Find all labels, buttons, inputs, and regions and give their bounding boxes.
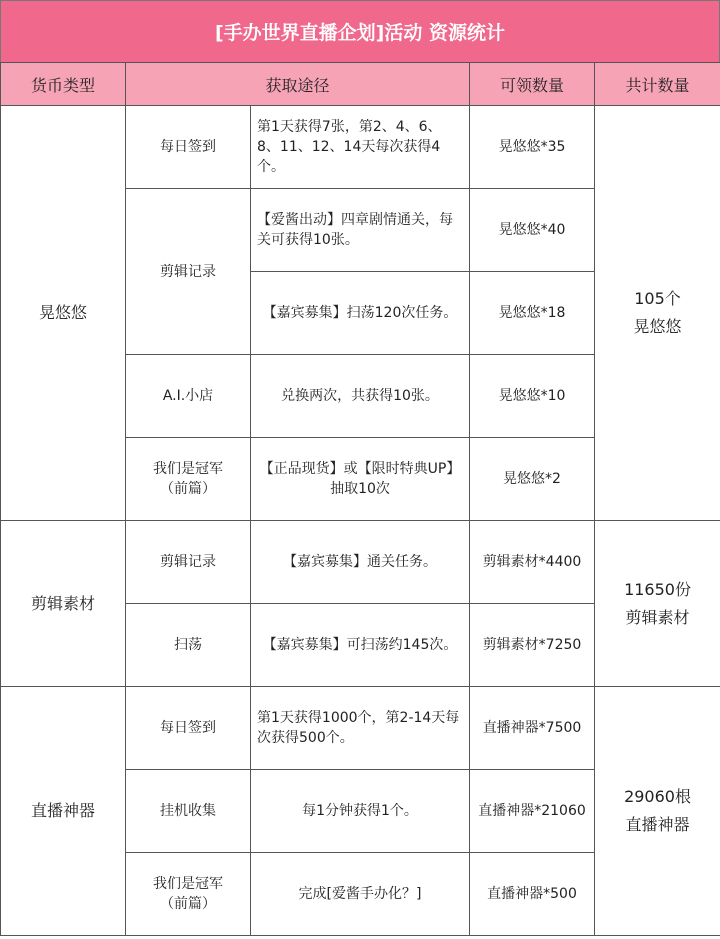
amount-cell: 剪辑素材*7250 <box>470 604 595 687</box>
total-unit: 晃悠悠 <box>633 317 682 336</box>
desc-cell <box>251 438 470 521</box>
desc-cell: 第1天获得1000个，第2-14天每次获得500个。 <box>251 687 470 770</box>
total-amount: 29060根 <box>624 787 691 806</box>
amount-cell: 晃悠悠*40 <box>470 189 595 272</box>
desc-cell: 每1分钟获得1个。 <box>251 770 470 853</box>
method-line: （前篇） <box>160 481 216 497</box>
resource-table <box>0 62 720 936</box>
desc-cell: 【嘉宾募集】可扫荡约145次。 <box>251 604 470 687</box>
total-cell <box>595 687 720 936</box>
amount-cell: 晃悠悠*35 <box>470 106 595 189</box>
method-line: （前篇） <box>160 896 216 912</box>
currency-type-cell: 直播神器 <box>1 687 126 936</box>
method-cell: 每日签到 <box>126 106 251 189</box>
table-row <box>1 521 720 604</box>
method-cell <box>126 438 251 521</box>
desc-cell: 完成[爱酱手办化？] <box>251 853 470 936</box>
amount-cell: 直播神器*500 <box>470 853 595 936</box>
amount-cell: 晃悠悠*2 <box>470 438 595 521</box>
method-cell: A.I.小店 <box>126 355 251 438</box>
amount-cell: 直播神器*21060 <box>470 770 595 853</box>
desc-cell: 【嘉宾募集】通关任务。 <box>251 521 470 604</box>
desc-cell: 【嘉宾募集】扫荡120次任务。 <box>251 272 470 355</box>
method-cell: 挂机收集 <box>126 770 251 853</box>
method-cell: 剪辑记录 <box>126 189 251 355</box>
total-amount: 11650份 <box>624 579 691 599</box>
page-title: [手办世界直播企划]活动 资源统计 <box>0 0 720 62</box>
header-row <box>1 63 720 106</box>
method-cell <box>126 853 251 936</box>
total-cell <box>595 106 720 521</box>
desc-cell: 第1天获得7张，第2、4、6、8、11、12、14天每次获得4个。 <box>251 106 470 189</box>
currency-type-cell: 晃悠悠 <box>1 106 126 521</box>
amount-cell: 剪辑素材*4400 <box>470 521 595 604</box>
method-cell: 剪辑记录 <box>126 521 251 604</box>
total-cell <box>595 521 720 687</box>
header-source: 获取途径 <box>126 63 470 106</box>
total-unit: 直播神器 <box>625 815 690 834</box>
table-row <box>1 687 720 770</box>
currency-type-cell: 剪辑素材 <box>1 521 126 687</box>
total-amount: 105个 <box>634 289 681 308</box>
amount-cell: 晃悠悠*18 <box>470 272 595 355</box>
method-line: 我们是冠军 <box>153 461 223 477</box>
header-total: 共计数量 <box>595 63 720 106</box>
amount-cell: 晃悠悠*10 <box>470 355 595 438</box>
method-line: 我们是冠军 <box>153 876 223 892</box>
desc-line: 抽取10次 <box>330 481 390 497</box>
method-cell: 每日签到 <box>126 687 251 770</box>
desc-cell: 【爱酱出动】四章剧情通关，每关可获得10张。 <box>251 189 470 272</box>
desc-line: 【正品现货】或【限时特典UP】 <box>259 461 461 477</box>
desc-cell: 兑换两次，共获得10张。 <box>251 355 470 438</box>
header-amount: 可领数量 <box>470 63 595 106</box>
table-row <box>1 106 720 189</box>
total-unit: 剪辑素材 <box>625 607 690 627</box>
method-cell: 扫荡 <box>126 604 251 687</box>
amount-cell: 直播神器*7500 <box>470 687 595 770</box>
header-currency-type: 货币类型 <box>1 63 126 106</box>
